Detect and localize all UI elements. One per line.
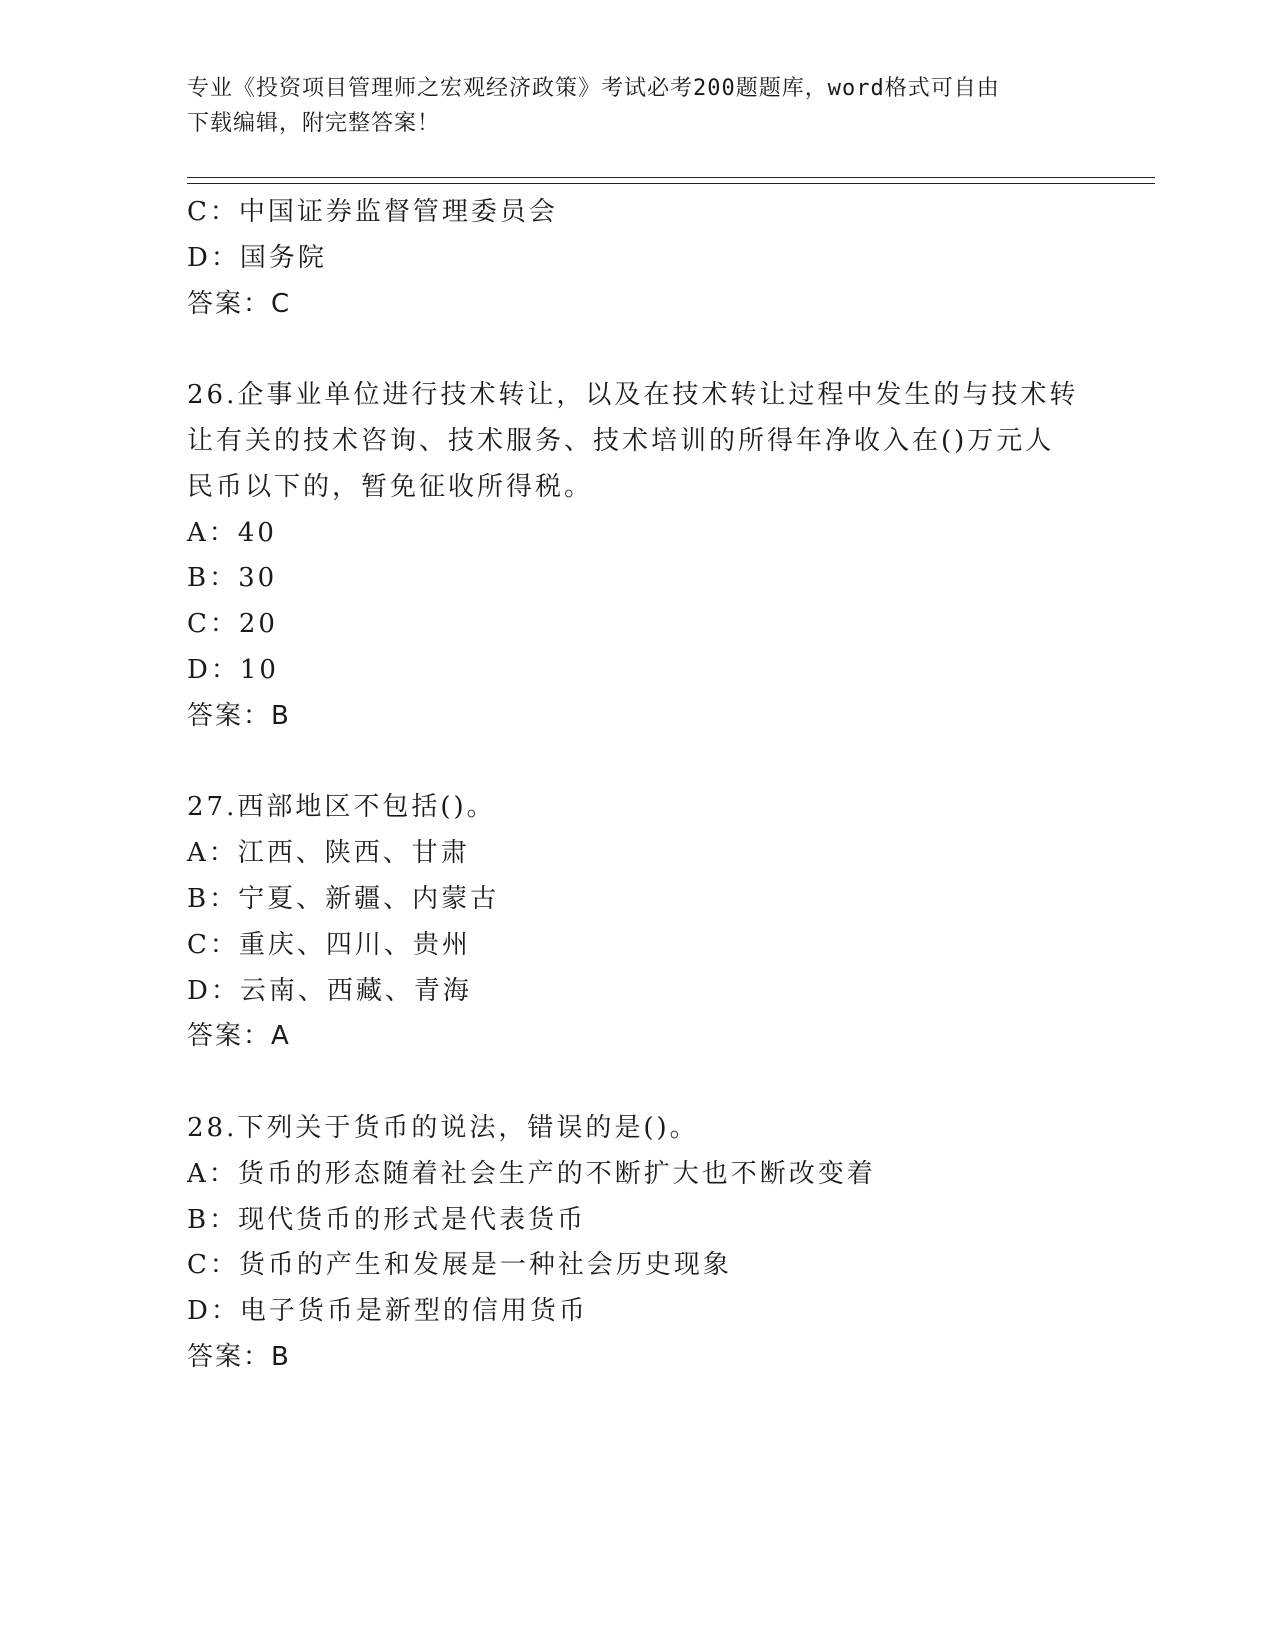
question-block-prev (187, 190, 1087, 327)
header-line-1: 专业《投资项目管理师之宏观经济政策》考试必考200题题库，word格式可自由 (187, 76, 1000, 101)
spacer (187, 740, 1087, 786)
question-stem-line: 27.西部地区不包括()。 (187, 792, 496, 823)
option-c: C：中国证券监督管理委员会 (187, 197, 558, 227)
option-d: D：国务院 (187, 242, 327, 273)
answer-line: 答案：B (187, 700, 291, 731)
answer-line: 答案：B (187, 1341, 291, 1372)
option-b: B：现代货币的形式是代表货币 (187, 1204, 587, 1235)
option-a: A：江西、陕西、甘肃 (187, 838, 470, 869)
option-c: C：重庆、四川、贵州 (187, 929, 471, 960)
question-block-26 (187, 373, 1087, 739)
answer-line: 答案：C (187, 288, 292, 319)
question-stem-line: 民币以下的，暂免征收所得税。 (187, 471, 594, 502)
header-divider-top (187, 177, 1155, 178)
option-c: C：20 (187, 609, 278, 640)
option-b: B：宁夏、新疆、内蒙古 (187, 883, 500, 914)
header-line-2: 下载编辑，附完整答案！ (187, 111, 441, 136)
option-d: D：电子货币是新型的信用货币 (187, 1296, 588, 1327)
option-d: D：10 (187, 654, 279, 685)
question-stem-line: 28.下列关于货币的说法，错误的是()。 (187, 1112, 699, 1143)
option-d: D：云南、西藏、青海 (187, 975, 472, 1006)
document-header (187, 71, 1087, 141)
question-stem-line: 26.企事业单位进行技术转让，以及在技术转让过程中发生的与技术转 (187, 380, 1079, 411)
option-c: C：货币的产生和发展是一种社会历史现象 (187, 1250, 732, 1281)
option-a: A：40 (187, 517, 277, 548)
spacer (187, 327, 1087, 373)
question-block-27 (187, 785, 1087, 1060)
option-b: B：30 (187, 563, 278, 594)
answer-line: 答案：A (187, 1021, 291, 1052)
spacer (187, 1060, 1087, 1106)
header-divider-bottom (187, 183, 1155, 184)
question-stem-line: 让有关的技术咨询、技术服务、技术培训的所得年净收入在()万元人 (187, 425, 1055, 456)
question-content (187, 190, 1087, 1381)
question-block-28 (187, 1106, 1087, 1381)
option-a: A：货币的形态随着社会生产的不断扩大也不断改变着 (187, 1158, 876, 1189)
